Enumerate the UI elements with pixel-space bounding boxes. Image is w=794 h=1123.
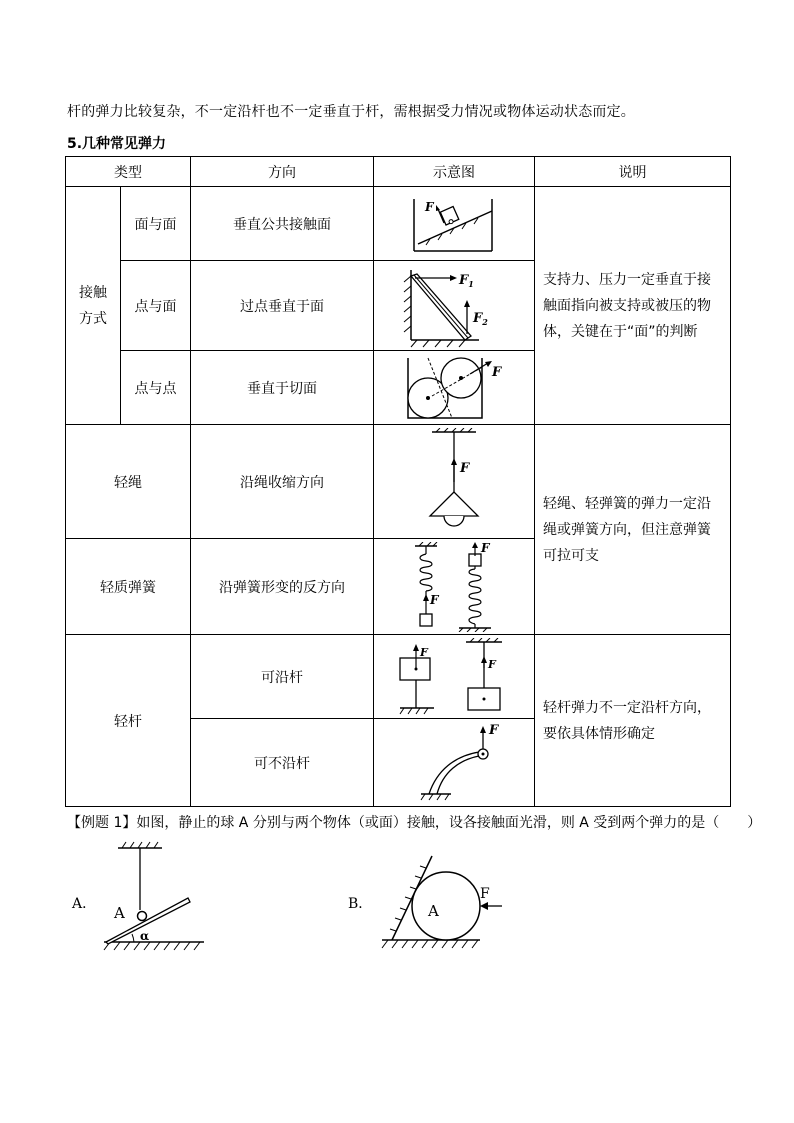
force-label-f: F <box>420 645 428 659</box>
table-row <box>66 425 731 539</box>
section-title: 5.几种常见弹力 <box>67 136 167 152</box>
contact-group-label <box>66 187 121 425</box>
intro-paragraph: 杆的弹力比较复杂，不一定沿杆也不一定垂直于杆，需根据受力情况或物体运动状态而定。 <box>67 104 635 120</box>
table-row <box>66 187 731 261</box>
ball-label-a: A <box>428 902 439 920</box>
subtype-face-face: 面与面 <box>121 187 191 261</box>
diagram-point-point <box>374 351 535 425</box>
header-note: 说明 <box>535 157 731 187</box>
option-a-label: A． <box>72 896 97 912</box>
diagram-light-spring <box>374 539 535 635</box>
direction-rod-along: 可沿杆 <box>191 635 374 719</box>
force-label-f: F <box>489 722 499 738</box>
direction-light-spring: 沿弹簧形变的反方向 <box>191 539 374 635</box>
subtype-point-face: 点与面 <box>121 261 191 351</box>
header-type: 类型 <box>66 157 191 187</box>
hanging-lamp-figure <box>404 428 504 536</box>
direction-face-face: 垂直公共接触面 <box>191 187 374 261</box>
contact-group-text: 接触方式 <box>79 284 107 327</box>
force-label-f: F <box>492 364 502 380</box>
option-a-figure <box>100 838 210 960</box>
type-light-spring: 轻质弹簧 <box>66 539 191 635</box>
direction-light-rope: 沿绳收缩方向 <box>191 425 374 539</box>
force-label-f: F <box>425 199 434 214</box>
elastic-force-table <box>65 156 731 807</box>
ball-label-a: A <box>114 904 125 922</box>
bent-rod-figure <box>399 722 509 804</box>
note-rope-spring: 轻绳、轻弹簧的弹力一定沿绳或弹簧方向，但注意弹簧可拉可支 <box>535 425 731 635</box>
note-rod: 轻杆弹力不一定沿杆方向，要依具体情形确定 <box>535 635 731 807</box>
direction-point-point: 垂直于切面 <box>191 351 374 425</box>
diagram-point-face <box>374 261 535 351</box>
force-label-f: F <box>488 657 496 671</box>
force-label-f: F <box>480 886 490 902</box>
diagram-light-rope <box>374 425 535 539</box>
force-label-f1: $F_1$ <box>459 272 474 289</box>
springs-figure <box>399 542 509 632</box>
type-light-rope: 轻绳 <box>66 425 191 539</box>
force-label-f: F <box>430 592 439 607</box>
table-row <box>66 635 731 719</box>
force-label-f: F <box>460 460 470 476</box>
rod-along-figure <box>394 638 514 716</box>
header-diagram: 示意图 <box>374 157 535 187</box>
force-label-f: F <box>481 541 490 555</box>
note-contact: 支持力、压力一定垂直于接触面指向被支持或被压的物体，关键在于“面”的判断 <box>535 187 731 425</box>
angle-label-alpha: α <box>140 929 150 943</box>
direction-point-face: 过点垂直于面 <box>191 261 374 351</box>
incline-block-figure <box>404 189 504 259</box>
force-label-f2: $F_2$ <box>473 310 488 327</box>
diagram-face-face <box>374 187 535 261</box>
subtype-point-point: 点与点 <box>121 351 191 425</box>
two-balls-figure <box>402 354 506 422</box>
diagram-rod-along <box>374 635 535 719</box>
example-question: 【例题 1】如图，静止的球 A 分别与两个物体（或面）接触，设各接触面光滑，则 A 受到两个弹力的是（ ） <box>67 815 762 831</box>
option-b-label: B． <box>348 896 373 912</box>
diagram-rod-not-along <box>374 719 535 807</box>
direction-rod-not-along: 可不沿杆 <box>191 719 374 807</box>
header-direction: 方向 <box>191 157 374 187</box>
leaning-rod-figure <box>399 264 509 348</box>
type-light-rod: 轻杆 <box>66 635 191 807</box>
option-b-figure <box>376 852 506 956</box>
table-header-row <box>66 157 731 187</box>
